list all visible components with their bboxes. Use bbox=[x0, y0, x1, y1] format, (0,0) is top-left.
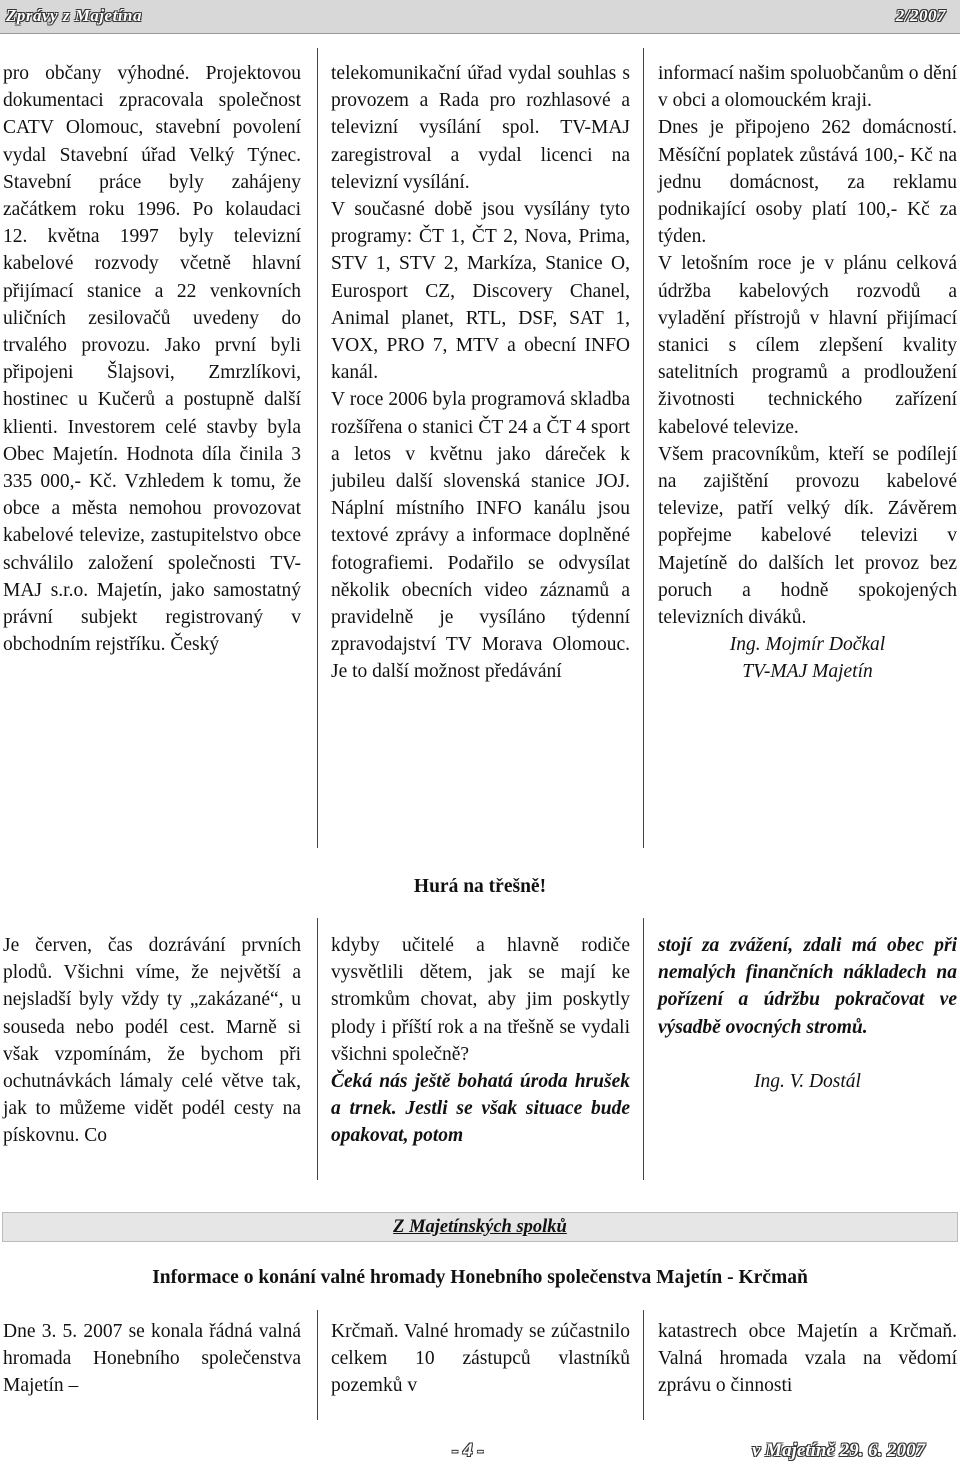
page-header bbox=[0, 0, 960, 34]
article2-column-2 bbox=[331, 932, 630, 1150]
article2-col1-text: Je červen, čas dozrávání prvních plodů. Všichni víme, že největší a nejsladší byly vždy ty „zakázané“, u souseda nebo podél cest. Marně si však vzpomínám, že bychom při ochutnávkách lámaly celé větve tak, jak to můžeme vidět podél cesty na pískovnu. Co bbox=[3, 935, 301, 1147]
article3-col3-text: katastrech obce Majetín a Krčmaň. Valná hromada vzala na vědomí zprávu o činnosti bbox=[658, 1321, 957, 1397]
article3-column-2 bbox=[331, 1318, 630, 1400]
article1-col3-para-4: Všem pracovníkům, kteří se podílejí na zajištění provozu kabelové televize, patří velký dík. Závěrem popřejme kabelové televizi v Majetíně do dalších let provoz bez poruch a hodně spokojených televizních diváků. bbox=[658, 443, 957, 629]
column-divider bbox=[317, 918, 318, 1180]
article1-column-2 bbox=[331, 60, 630, 686]
article2-column-3 bbox=[658, 932, 957, 1095]
article3-column-3 bbox=[658, 1318, 957, 1400]
article1-col2-para-2: V současné době jsou vysílány tyto programy: ČT 1, ČT 2, Nova, Prima, STV 1, STV 2, Markíza, Stanice O, Eurosport CZ, Discovery Chanel, Animal planet, RTL, DSF, SAT 1, VOX, PRO 7, MTV a obecní INFO kanál. bbox=[331, 199, 630, 384]
article1-col1-text: pro občany výhodné. Projektovou dokumentaci zpracovala společnost CATV Olomouc, stavební povolení vydal Stavební úřad Velký Týnec. Stavební práce byly zahájeny začátkem roku 1996. Po kolaudaci 12. května 1997 byly televizní kabelové rozvody včetně hlavní přijímací stanice a 22 venkovních uličních zesilovačů uvedeny do trvalého provozu. Jako první byli připojeni Šlajsovi, Zmrzlíkovi, hostinec u Kučerů a postupně další klienti. Investorem celé stavby byla Obec Majetín. Hodnota díla činila 3 335 000,- Kč. Vzhledem k tomu, že obce a města nemohou provozovat kabelové televize, zastupitelstvo obce schválilo založení společnosti TV-MAJ s.r.o. Majetín, jako samostatný právní subjekt registrovaný v obchodním rejstříku. Český bbox=[3, 63, 301, 656]
article1-col2-para-1: telekomunikační úřad vydal souhlas s provozem a Rada pro rozhlasové a televizní vysílání spol. TV-MAJ zaregistroval a vydal licenci na televizní vysílání. bbox=[331, 63, 630, 193]
column-divider bbox=[643, 1310, 644, 1420]
article2-column-1 bbox=[3, 932, 301, 1150]
article3-column-1 bbox=[3, 1318, 301, 1400]
article1-col3-para-2: Dnes je připojeno 262 domácností. Měsíční poplatek zůstává 100,- Kč na jednu domácnost, za reklamu podnikající osoby platí 100,- Kč za týden. bbox=[658, 117, 957, 248]
article2-col2-emphasis: Čeká nás ještě bohatá úroda hrušek a trnek. Jestli se však situace bude opakovat, potom bbox=[331, 1071, 630, 1147]
article2-author: Ing. V. Dostál bbox=[754, 1070, 861, 1092]
column-divider bbox=[643, 48, 644, 848]
newsletter-title: Zprávy z Majetína bbox=[6, 6, 142, 25]
article2-title: Hurá na třešně! bbox=[413, 876, 547, 897]
section-band bbox=[2, 1212, 958, 1242]
article3-headline: Informace o konání valné hromady Honebního společenstva Majetín - Krčmaň bbox=[152, 1267, 808, 1288]
article3-col2-text: Krčmaň. Valné hromady se zúčastnilo celkem 10 zástupců vlastníků pozemků v bbox=[331, 1321, 630, 1397]
article1-column-1 bbox=[3, 60, 301, 658]
article1-column-3 bbox=[658, 60, 957, 686]
article3-col1-text: Dne 3. 5. 2007 se konala řádná valná hromada Honebního společenstva Majetín – bbox=[3, 1321, 301, 1397]
article1-col3-para-3: V letošním roce je v plánu celková údržba kabelových rozvodů a vyladění přístrojů v hlavní přijímací stanici s cílem zlepšení kvality satelitních programů a prodloužení životnosti technického zařízení kabelové televize. bbox=[658, 253, 957, 438]
article2-col2-text: kdyby učitelé a hlavně rodiče vysvětlili dětem, jak se mají ke stromkům chovat, aby jim poskytly plody i příští rok a na třešně se vydali všichni společně? bbox=[331, 935, 630, 1065]
column-divider bbox=[643, 918, 644, 1180]
issue-number: 2/2007 bbox=[895, 6, 946, 25]
column-divider bbox=[317, 48, 318, 848]
column-divider bbox=[317, 1310, 318, 1420]
page-number: - 4 - bbox=[452, 1440, 484, 1461]
article1-author-org: TV-MAJ Majetín bbox=[742, 661, 873, 683]
article1-col2-para-3: V roce 2006 byla programová skladba rozšířena o stanici ČT 24 a ČT 4 sport a letos v květnu jako dáreček k jubileu další slovenská stanice JOJ. Náplní místního INFO kanálu jsou textové zprávy a informace doplněné fotografiemi. Podařilo se odvysílat několik obecních video záznamů a pravidelně je vysíláno týdenní zpravodajství TV Morava Olomouc. Je to další možnost předávání bbox=[331, 389, 630, 683]
article1-col3-para-1: informací našim spoluobčanům o dění v obci a olomouckém kraji. bbox=[658, 63, 957, 112]
article2-col3-emphasis: stojí za zvážení, zdali má obec při nemalých finančních nákladech na pořízení a údržbu pokračovat ve výsadbě ovocných stromů. bbox=[658, 935, 957, 1038]
issue-date: v Majetíně 29. 6. 2007 bbox=[752, 1440, 926, 1461]
section-band-title: Z Majetínských spolků bbox=[393, 1217, 567, 1237]
article1-author: Ing. Mojmír Dočkal bbox=[729, 634, 886, 656]
